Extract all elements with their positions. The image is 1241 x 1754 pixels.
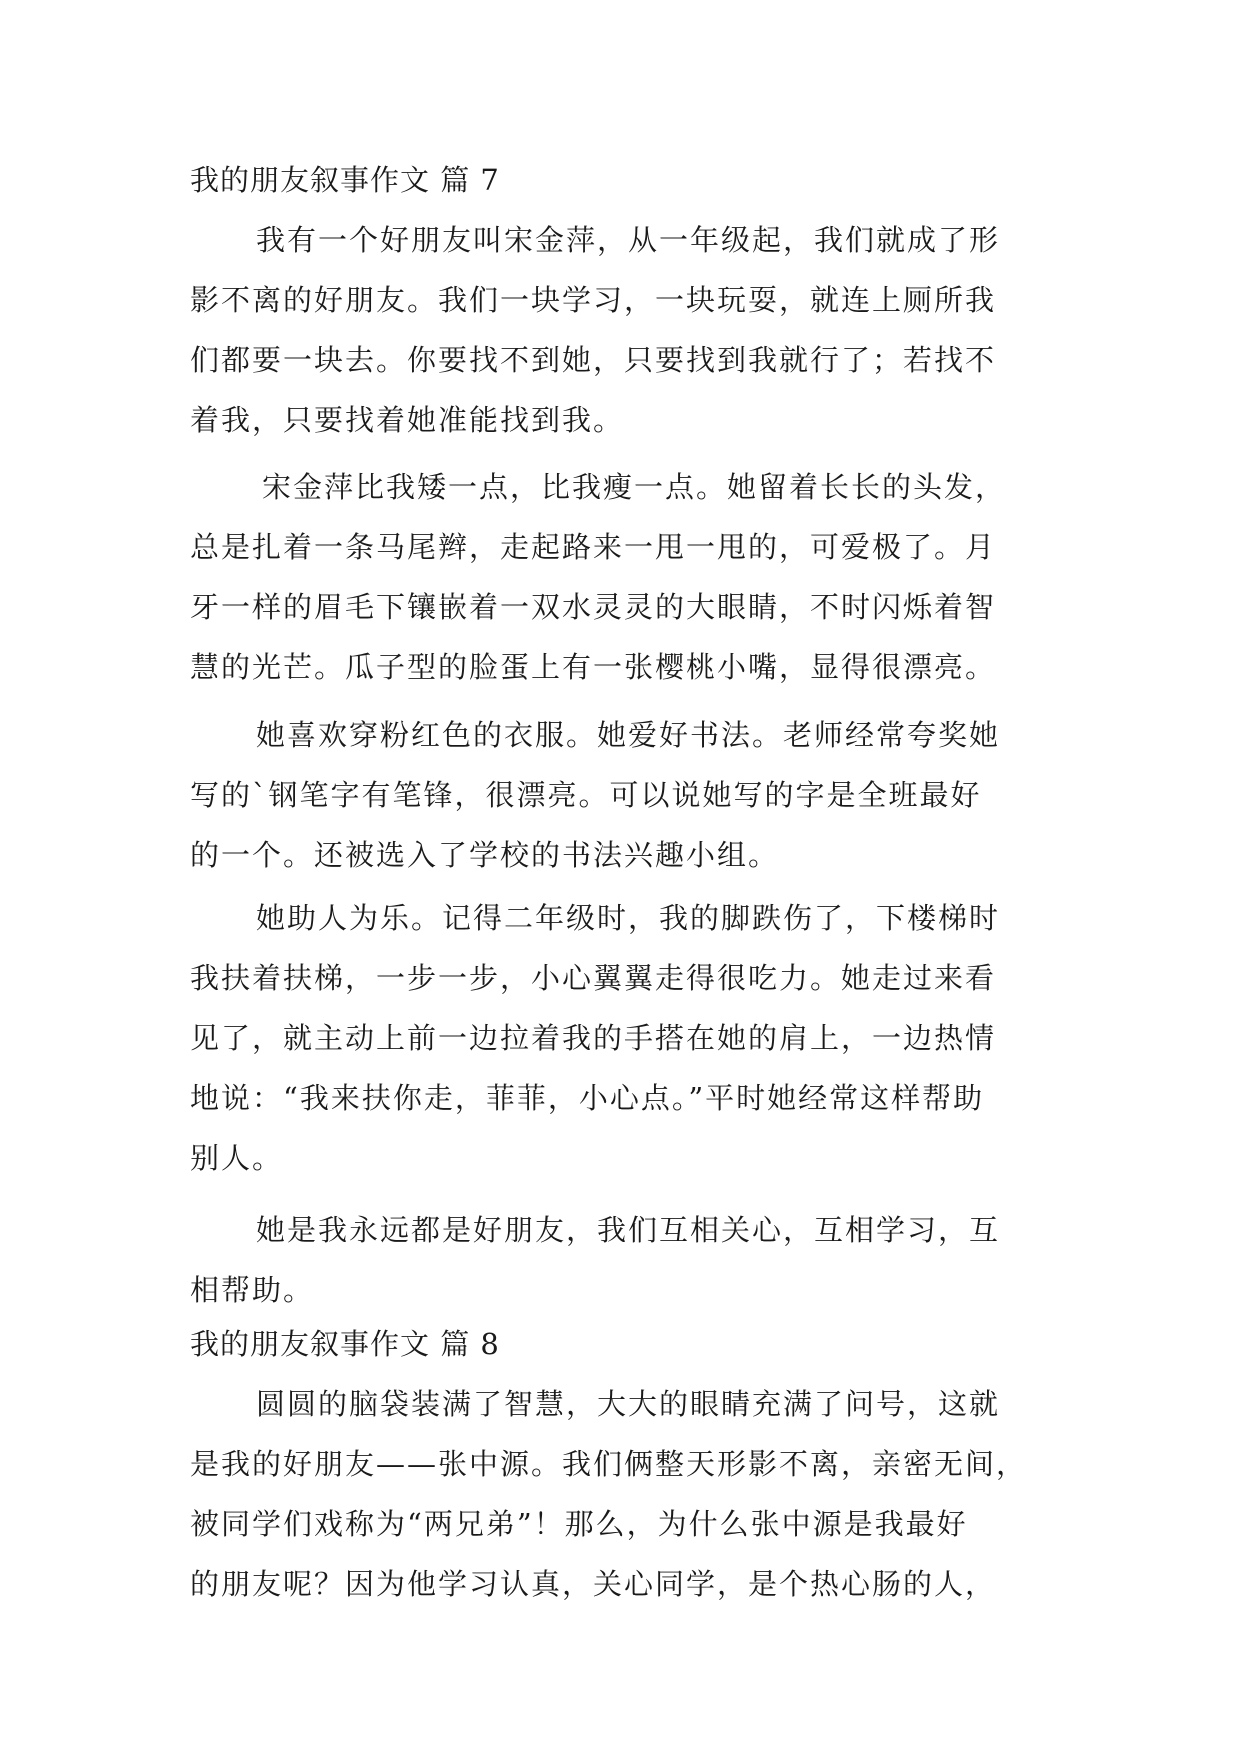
text-line: 被同学们戏称为“两兄弟”！那么，为什么张中源是我最好 xyxy=(190,1507,968,1541)
text-line: 写的`钢笔字有笔锋，很漂亮。可以说她写的字是全班最好 xyxy=(190,778,982,812)
text-line: 们都要一块去。你要找不到她，只要找到我就行了；若找不 xyxy=(190,343,997,377)
essay-8-title: 我的朋友叙事作文 篇 8 xyxy=(190,1327,500,1361)
essay-7-paragraph-2 xyxy=(190,457,1070,697)
essay-7-paragraph-4 xyxy=(190,888,1070,1188)
essay-7-title: 我的朋友叙事作文 篇 7 xyxy=(190,163,500,197)
text-line: 宋金萍比我矮一点，比我瘦一点。她留着长长的头发， xyxy=(262,470,1007,504)
text-line: 我扶着扶梯，一步一步，小心翼翼走得很吃力。她走过来看 xyxy=(190,961,997,995)
essay-7-paragraph-5 xyxy=(190,1200,1070,1320)
text-line: 见了，就主动上前一边拉着我的手搭在她的肩上，一边热情 xyxy=(190,1021,997,1055)
text-line: 影不离的好朋友。我们一块学习，一块玩耍，就连上厕所我 xyxy=(190,283,997,317)
text-line: 她是我永远都是好朋友，我们互相关心，互相学习，互 xyxy=(256,1213,1001,1247)
text-line: 她喜欢穿粉红色的衣服。她爱好书法。老师经常夸奖她 xyxy=(256,718,1001,752)
text-line: 慧的光芒。瓜子型的脸蛋上有一张樱桃小嘴，显得很漂亮。 xyxy=(190,650,997,684)
text-line: 的一个。还被选入了学校的书法兴趣小组。 xyxy=(190,838,780,872)
text-line: 相帮助。 xyxy=(190,1273,315,1307)
text-line: 她助人为乐。记得二年级时，我的脚跌伤了，下楼梯时 xyxy=(256,901,1001,935)
text-line: 总是扎着一条马尾辫，走起路来一甩一甩的，可爱极了。月 xyxy=(190,530,997,564)
essay-7-paragraph-3 xyxy=(190,705,1070,885)
text-line: 牙一样的眉毛下镶嵌着一双水灵灵的大眼睛，不时闪烁着智 xyxy=(190,590,997,624)
text-line: 圆圆的脑袋装满了智慧，大大的眼睛充满了问号，这就 xyxy=(256,1387,1001,1421)
text-line: 是我的好朋友——张中源。我们俩整天形影不离，亲密无间， xyxy=(190,1447,1028,1481)
text-line: 地说：“我来扶你走，菲菲，小心点。”平时她经常这样帮助 xyxy=(190,1081,985,1115)
text-line: 着我，只要找着她准能找到我。 xyxy=(190,403,625,437)
text-line: 的朋友呢？因为他学习认真，关心同学，是个热心肠的人， xyxy=(190,1567,997,1601)
text-line: 我有一个好朋友叫宋金萍，从一年级起，我们就成了形 xyxy=(256,223,1001,257)
text-line: 别人。 xyxy=(190,1141,284,1175)
essay-7-paragraph-1 xyxy=(190,210,1070,450)
essay-8-paragraph-1 xyxy=(190,1374,1070,1614)
